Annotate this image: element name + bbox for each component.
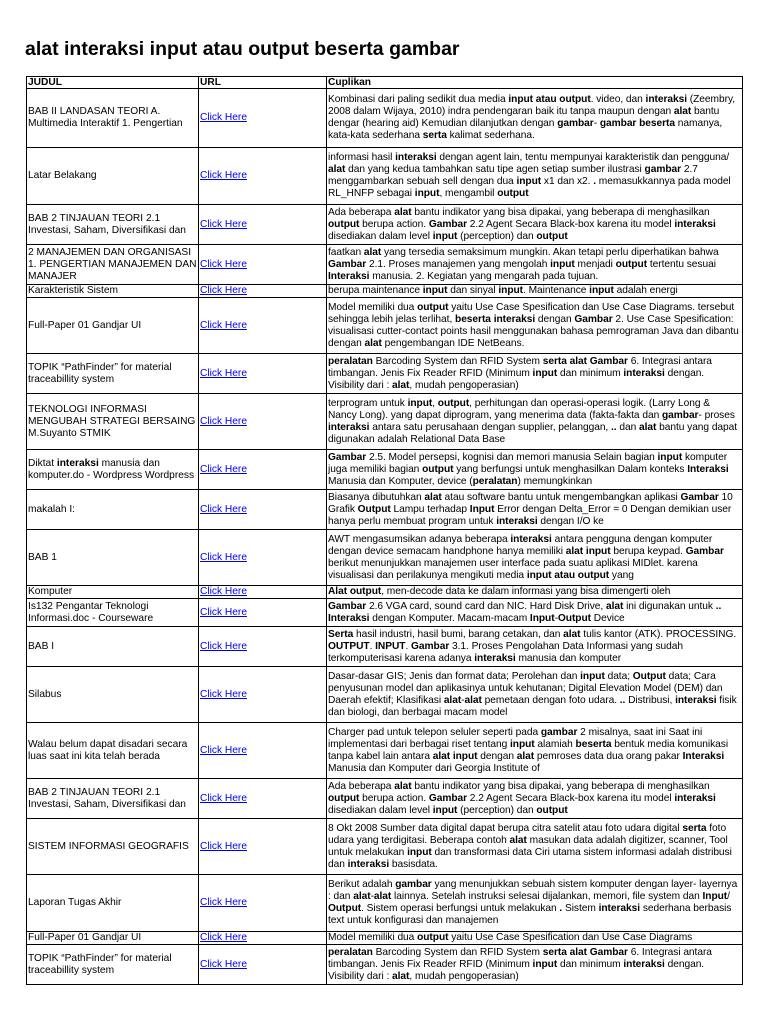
row-snippet: peralatan Barcoding System dan RFID System serta alat Gambar 6. Integrasi antara timbangan. Jenis Fix Reader RFID (Minimum input dan minimum interaksi dengan. Visibility dari : alat, mudah pengoperasian)	[327, 945, 743, 985]
table-row	[27, 450, 743, 490]
row-url-cell	[199, 354, 327, 394]
row-title: BAB 1	[27, 530, 199, 586]
click-here-link[interactable]: Click Here	[200, 744, 247, 756]
click-here-link[interactable]: Click Here	[200, 551, 247, 563]
row-snippet: AWT mengasumsikan adanya beberapa interaksi antara pengguna dengan komputer dengan device semacam handphone hanya memiliki alat input berupa keypad. Gambar berikut menunjukkan manajemen user interface pada suatu aplikasi MIDlet. karena visualisasi dan perilakunya mengikuti media input atau output yang	[327, 530, 743, 586]
row-snippet: Dasar-dasar GIS; Jenis dan format data; Perolehan dan input data; Output data; Cara penyusunan model dan aplikasinya untuk kehutanan; Digital Elevation Model (DEM) dan Daerah efektif; Klasifikasi alat-alat pemetaan dengan foto udara. .. Distribusi, interaksi fisik dan biologi, dan berbagai macam model	[327, 667, 743, 723]
row-url-cell	[199, 148, 327, 205]
table-row	[27, 875, 743, 932]
row-url-cell	[199, 779, 327, 819]
table-row	[27, 394, 743, 450]
row-snippet: Alat output, men-decode data ke dalam informasi yang bisa dimengerti oleh	[327, 586, 743, 599]
row-title: Komputer	[27, 586, 199, 599]
row-snippet: Kombinasi dari paling sedikit dua media input atau output. video, dan interaksi (Zeembry, 2008 dalam Wijaya, 2010) indra pendengaran baik itu tanpa maupun dengan alat bantu dengar (hearing aid) Kemudian dilanjutkan dengan gambar- gambar beserta namanya, kata-kata sederhana serta kalimat sederhana.	[327, 89, 743, 148]
column-header-url: URL	[199, 77, 327, 89]
row-url-cell	[199, 205, 327, 245]
row-title: Silabus	[27, 667, 199, 723]
click-here-link[interactable]: Click Here	[200, 503, 247, 515]
table-row	[27, 819, 743, 875]
table-row	[27, 599, 743, 627]
table-row	[27, 245, 743, 285]
row-title: Full-Paper 01 Gandjar UI	[27, 298, 199, 354]
click-here-link[interactable]: Click Here	[200, 840, 247, 852]
click-here-link[interactable]: Click Here	[200, 285, 247, 296]
click-here-link[interactable]: Click Here	[200, 792, 247, 804]
table-header-row	[27, 77, 743, 89]
click-here-link[interactable]: Click Here	[200, 415, 247, 427]
table-body	[27, 89, 743, 985]
row-snippet: berupa maintenance input dan sinyal input. Maintenance input adalah energi	[327, 285, 743, 298]
row-url-cell	[199, 723, 327, 779]
column-header-judul: JUDUL	[27, 77, 199, 89]
click-here-link[interactable]: Click Here	[200, 688, 247, 700]
row-title: TOPIK “PathFinder” for material traceabillity system	[27, 945, 199, 985]
row-url-cell	[199, 627, 327, 667]
table-row	[27, 285, 743, 298]
row-snippet: informasi hasil interaksi dengan agent lain, tentu mempunyai karakteristik dan pengguna/ alat dan yang kedua tambahkan satu tipe agen setiap sumber ilustrasi gambar 2.7 menggambarkan sebuah sell dengan dua input x1 dan x2. . memasukkannya pada model RL_HNFP sebagai input, mengambil output	[327, 148, 743, 205]
table-row	[27, 667, 743, 723]
row-url-cell	[199, 490, 327, 530]
row-snippet: 8 Okt 2008 Sumber data digital dapat berupa citra satelit atau foto udara digital serta foto udara yang terdigitasi. Beberapa contoh alat masukan data adalah digitizer, scanner, Tool untuk melakukan input dan transformasi data Ciri utama sistem informasi adalah distribusi dan interaksi basisdata.	[327, 819, 743, 875]
click-here-link[interactable]: Click Here	[200, 640, 247, 652]
row-title: SISTEM INFORMASI GEOGRAFIS	[27, 819, 199, 875]
table-row	[27, 586, 743, 599]
row-url-cell	[199, 245, 327, 285]
row-url-cell	[199, 945, 327, 985]
row-title: Karakteristik Sistem	[27, 285, 199, 298]
row-title: Laporan Tugas Akhir	[27, 875, 199, 932]
row-title: 2 MANAJEMEN DAN ORGANISASI 1. PENGERTIAN MANAJEMEN DAN MANAJER	[27, 245, 199, 285]
click-here-link[interactable]: Click Here	[200, 319, 247, 331]
page-title: alat interaksi input atau output beserta gambar	[25, 38, 460, 60]
row-snippet: Gambar 2.6 VGA card, sound card dan NIC. Hard Disk Drive, alat ini digunakan untuk .. Interaksi dengan Komputer. Macam-macam Input-Output Device	[327, 599, 743, 627]
click-here-link[interactable]: Click Here	[200, 170, 247, 181]
click-here-link[interactable]: Click Here	[200, 932, 247, 943]
row-url-cell	[199, 530, 327, 586]
table-row	[27, 723, 743, 779]
row-snippet: Serta hasil industri, hasil bumi, barang cetakan, dan alat tulis kantor (ATK). PROCESSING. OUTPUT. INPUT. Gambar 3.1. Proses Pengolahan Data Informasi yang sudah terkomputerisasi karena adanya interaksi manusia dan komputer	[327, 627, 743, 667]
table-row	[27, 530, 743, 586]
row-snippet: Biasanya dibutuhkan alat atau software bantu untuk mengembangkan aplikasi Gambar 10 Grafik Output Lampu terhadap Input Error dengan Delta_Error = 0 Dengan demikian user hanya perlu membuat program untuk interaksi dengan I/O ke	[327, 490, 743, 530]
row-title: TOPIK “PathFinder” for material traceabillity system	[27, 354, 199, 394]
click-here-link[interactable]: Click Here	[200, 586, 247, 597]
row-url-cell	[199, 89, 327, 148]
table-row	[27, 298, 743, 354]
row-title: makalah I:	[27, 490, 199, 530]
table-row	[27, 490, 743, 530]
row-url-cell	[199, 394, 327, 450]
row-url-cell	[199, 285, 327, 298]
row-title: TEKNOLOGI INFORMASI MENGUBAH STRATEGI BERSAING M.Suyanto STMIK	[27, 394, 199, 450]
row-snippet: Berikut adalah gambar yang menunjukkan sebuah sistem komputer dengan layer- layernya : dan alat-alat lainnya. Setelah instruksi selesai dijalankan, memori, file system dan Input/ Output. Sistem operasi berfungsi untuk melakukan . Sistem interaksi sederhana berbasis text untuk konfigurasi dan manajemen	[327, 875, 743, 932]
results-table	[26, 76, 743, 985]
row-title: BAB 2 TINJAUAN TEORI 2.1 Investasi, Saham, Diversifikasi dan	[27, 205, 199, 245]
row-title: Latar Belakang	[27, 148, 199, 205]
column-header-cuplikan: Cuplikan	[327, 77, 743, 89]
table-row	[27, 627, 743, 667]
click-here-link[interactable]: Click Here	[200, 112, 247, 123]
row-snippet: Charger pad untuk telepon seluler seperti pada gambar 2 misalnya, saat ini Saat ini implementasi dari berbagai riset tentang input alamiah beserta bentuk media komunikasi tanpa kabel lain antara alat input dengan alat pemroses data dua orang pakar Interaksi Manusia dan Komputer dari Georgia Institute of	[327, 723, 743, 779]
row-title: Diktat interaksi manusia dan komputer.do - Wordpress Wordpress	[27, 450, 199, 490]
click-here-link[interactable]: Click Here	[200, 606, 247, 618]
row-snippet: Ada beberapa alat bantu indikator yang bisa dipakai, yang beberapa di menghasilkan output berupa action. Gambar 2.2 Agent Secara Black-box karena itu model interaksi disediakan dalam level input (perception) dan output	[327, 779, 743, 819]
table-row	[27, 89, 743, 148]
click-here-link[interactable]: Click Here	[200, 258, 247, 270]
row-title: BAB II LANDASAN TEORI A. Multimedia Interaktif 1. Pengertian	[27, 89, 199, 148]
table-row	[27, 148, 743, 205]
click-here-link[interactable]: Click Here	[200, 367, 247, 379]
click-here-link[interactable]: Click Here	[200, 218, 247, 230]
row-url-cell	[199, 875, 327, 932]
click-here-link[interactable]: Click Here	[200, 463, 247, 475]
table-row	[27, 354, 743, 394]
row-url-cell	[199, 599, 327, 627]
row-title: BAB 2 TINJAUAN TEORI 2.1 Investasi, Saham, Diversifikasi dan	[27, 779, 199, 819]
row-url-cell	[199, 932, 327, 945]
row-snippet: Model memiliki dua output yaitu Use Case Spesification dan Use Case Diagrams. tersebut sehingga lebih jelas terlihat, beserta interaksi dengan Gambar 2. Use Case Spesification: visualisasi cutter-contact points hasil menggunakan bahasa pemrograman Java dan dibantu dengan alat pengembangan IDE NetBeans.	[327, 298, 743, 354]
table-row	[27, 945, 743, 985]
row-url-cell	[199, 298, 327, 354]
table-row	[27, 932, 743, 945]
table-row	[27, 779, 743, 819]
row-title: Full-Paper 01 Gandjar UI	[27, 932, 199, 945]
row-snippet: terprogram untuk input, output, perhitungan dan operasi-operasi logik. (Larry Long & Nancy Long). yang dapat diprogram, yang menerima data (fakta-fakta dan gambar- proses interaksi antara satu perusahaan dengan supplier, pelanggan, .. dan alat bantu yang dapat digunakan adalah Relational Data Base	[327, 394, 743, 450]
click-here-link[interactable]: Click Here	[200, 897, 247, 908]
table-row	[27, 205, 743, 245]
row-title: BAB I	[27, 627, 199, 667]
row-title: Walau belum dapat disadari secara luas saat ini kita telah berada	[27, 723, 199, 779]
row-snippet: Model memiliki dua output yaitu Use Case Spesification dan Use Case Diagrams	[327, 932, 743, 945]
row-snippet: faatkan alat yang tersedia semaksimum mungkin. Akan tetapi perlu diperhatikan bahwa Gambar 2.1. Proses manajemen yang mengolah input menjadi output tertentu sesuai Interaksi manusia. 2. Kegiatan yang mengarah pada tujuan.	[327, 245, 743, 285]
row-title: Is132 Pengantar Teknologi Informasi.doc - Courseware	[27, 599, 199, 627]
row-url-cell	[199, 586, 327, 599]
row-snippet: Gambar 2.5. Model persepsi, kognisi dan memori manusia Selain bagian input komputer juga memiliki bagian output yang berfungsi untuk menghasilkan Dalam konteks Interaksi Manusia dan Komputer, device (peralatan) memungkinkan	[327, 450, 743, 490]
row-url-cell	[199, 667, 327, 723]
row-url-cell	[199, 819, 327, 875]
row-snippet: peralatan Barcoding System dan RFID System serta alat Gambar 6. Integrasi antara timbangan. Jenis Fix Reader RFID (Minimum input dan minimum interaksi dengan. Visibility dari : alat, mudah pengoperasian)	[327, 354, 743, 394]
row-url-cell	[199, 450, 327, 490]
row-snippet: Ada beberapa alat bantu indikator yang bisa dipakai, yang beberapa di menghasilkan output berupa action. Gambar 2.2 Agent Secara Black-box karena itu model interaksi disediakan dalam level input (perception) dan output	[327, 205, 743, 245]
click-here-link[interactable]: Click Here	[200, 958, 247, 970]
